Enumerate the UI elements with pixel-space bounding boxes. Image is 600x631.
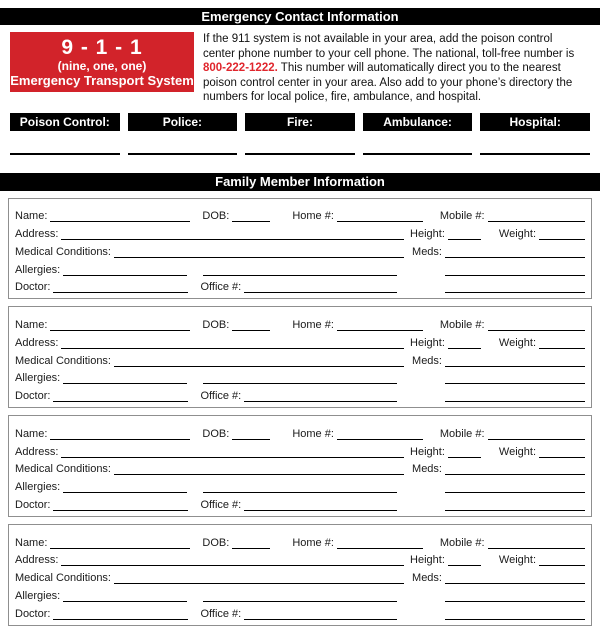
doctor-write-in-line bbox=[53, 607, 188, 620]
address-write-in-line bbox=[61, 553, 404, 566]
name-write-in-line bbox=[50, 318, 190, 331]
police-write-in-line bbox=[128, 153, 238, 155]
address-write-in-line bbox=[61, 445, 404, 458]
medical-conditions-write-in-line bbox=[114, 571, 404, 584]
medical-conditions-write-in-line bbox=[114, 245, 404, 258]
member-row-address bbox=[15, 331, 585, 349]
height-write-in-line bbox=[448, 445, 481, 458]
height-write-in-line bbox=[448, 227, 481, 240]
dob-write-in-line bbox=[232, 318, 270, 331]
medical-conditions-label: Medical Conditions: bbox=[15, 572, 111, 584]
name-write-in-line bbox=[50, 536, 190, 549]
home-phone-label: Home #: bbox=[292, 210, 334, 223]
doctor-label: Doctor: bbox=[15, 281, 51, 294]
dob-label: DOB: bbox=[202, 427, 230, 440]
height-write-in-line bbox=[448, 336, 481, 349]
meds-label: Meds: bbox=[412, 572, 442, 584]
address-label: Address: bbox=[15, 445, 59, 458]
weight-label: Weight: bbox=[498, 336, 536, 349]
hospital-write-in-line bbox=[480, 153, 590, 155]
allergies-label: Allergies: bbox=[15, 263, 61, 276]
home-phone-write-in-line bbox=[337, 427, 423, 440]
member-row-medical bbox=[15, 240, 585, 258]
home-phone-label: Home #: bbox=[292, 427, 334, 440]
family-section-header bbox=[0, 173, 600, 191]
meds-write-in-line bbox=[445, 462, 585, 475]
mobile-phone-label: Mobile #: bbox=[439, 319, 485, 331]
office-phone-label: Office #: bbox=[200, 281, 242, 294]
medical-conditions-write-in-line bbox=[114, 462, 404, 475]
address-label: Address: bbox=[15, 336, 59, 349]
mobile-phone-label: Mobile #: bbox=[439, 210, 485, 223]
contact-label-poison-control: Poison Control: bbox=[10, 113, 120, 131]
dob-label: DOB: bbox=[202, 210, 230, 223]
office-phone-label: Office #: bbox=[200, 390, 242, 402]
allergies-continuation-line bbox=[203, 371, 397, 384]
contact-label-police: Police: bbox=[128, 113, 238, 131]
contact-label-fire: Fire: bbox=[245, 113, 355, 131]
allergies-label: Allergies: bbox=[15, 481, 61, 493]
dob-label: DOB: bbox=[202, 536, 230, 549]
address-write-in-line bbox=[61, 336, 404, 349]
member-row-identity bbox=[15, 422, 585, 440]
office-phone-write-in-line bbox=[244, 280, 397, 293]
meds-continuation-line bbox=[445, 480, 585, 493]
medical-conditions-label: Medical Conditions: bbox=[15, 463, 111, 476]
medical-conditions-label: Medical Conditions: bbox=[15, 245, 111, 258]
name-write-in-line bbox=[50, 427, 190, 440]
contact-label-ambulance: Ambulance: bbox=[363, 113, 473, 131]
allergies-continuation-line bbox=[203, 263, 397, 276]
allergies-write-in-line bbox=[63, 589, 187, 602]
member-row-allergies bbox=[15, 475, 585, 493]
height-label: Height: bbox=[410, 445, 445, 458]
name-label: Name: bbox=[15, 319, 48, 331]
name-label: Name: bbox=[15, 427, 48, 440]
doctor-label: Doctor: bbox=[15, 498, 51, 511]
office-phone-write-in-line bbox=[244, 498, 397, 511]
weight-write-in-line bbox=[539, 336, 585, 349]
member-row-allergies bbox=[15, 584, 585, 602]
instructions-text-after: This number will automatically direct you to the nearest poison control center in your area. Also add to your phone’s directory the numbers for local police, fire, ambulance, and hospital. bbox=[203, 62, 573, 103]
height-write-in-line bbox=[448, 553, 481, 566]
mobile-phone-label: Mobile #: bbox=[439, 536, 485, 549]
meds-continuation-line bbox=[445, 371, 585, 384]
family-member-block bbox=[8, 415, 592, 517]
home-phone-label: Home #: bbox=[292, 536, 334, 549]
member-row-medical bbox=[15, 458, 585, 476]
family-section-title: Family Member Information bbox=[215, 173, 385, 189]
dob-write-in-line bbox=[232, 209, 270, 222]
height-label: Height: bbox=[410, 336, 445, 349]
allergies-label: Allergies: bbox=[15, 589, 61, 602]
dob-write-in-line bbox=[232, 427, 270, 440]
member-row-allergies bbox=[15, 258, 585, 276]
doctor-label: Doctor: bbox=[15, 607, 51, 620]
home-phone-write-in-line bbox=[337, 318, 423, 331]
member-row-doctor bbox=[15, 276, 585, 294]
address-label: Address: bbox=[15, 228, 59, 240]
home-phone-write-in-line bbox=[337, 209, 423, 222]
medical-conditions-label: Medical Conditions: bbox=[15, 354, 111, 367]
family-member-block bbox=[8, 198, 592, 300]
mobile-phone-label: Mobile #: bbox=[439, 427, 485, 440]
family-member-block bbox=[8, 524, 592, 626]
badge-caption: Emergency Transport System bbox=[10, 73, 194, 88]
allergies-write-in-line bbox=[63, 480, 187, 493]
member-row-doctor bbox=[15, 384, 585, 402]
badge-subtitle: (nine, one, one) bbox=[57, 59, 147, 73]
meds-continuation-line-2 bbox=[445, 607, 585, 620]
dob-label: DOB: bbox=[202, 319, 230, 331]
address-label: Address: bbox=[15, 554, 59, 567]
emergency-section-title: Emergency Contact Information bbox=[201, 9, 399, 24]
doctor-write-in-line bbox=[53, 498, 188, 511]
meds-write-in-line bbox=[445, 354, 585, 367]
dob-write-in-line bbox=[232, 536, 270, 549]
meds-continuation-line-2 bbox=[445, 498, 585, 511]
intro-section bbox=[10, 32, 590, 105]
instructions-text-before: If the 911 system is not available in your area, add the poison control center phone number to your cell phone. The national, toll-free number is bbox=[203, 33, 575, 60]
member-row-address bbox=[15, 222, 585, 240]
home-phone-label: Home #: bbox=[292, 319, 334, 331]
weight-write-in-line bbox=[539, 445, 585, 458]
height-label: Height: bbox=[410, 228, 445, 240]
address-write-in-line bbox=[61, 227, 404, 240]
name-label: Name: bbox=[15, 210, 48, 223]
mobile-phone-write-in-line bbox=[488, 209, 585, 222]
meds-label: Meds: bbox=[412, 245, 442, 258]
member-row-address bbox=[15, 440, 585, 458]
member-row-identity bbox=[15, 313, 585, 331]
fire-write-in-line bbox=[245, 153, 355, 155]
office-phone-write-in-line bbox=[244, 607, 397, 620]
weight-label: Weight: bbox=[498, 554, 536, 567]
allergies-write-in-line bbox=[63, 371, 187, 384]
meds-continuation-line bbox=[445, 263, 585, 276]
member-row-identity bbox=[15, 205, 585, 223]
allergies-write-in-line bbox=[63, 263, 187, 276]
meds-write-in-line bbox=[445, 245, 585, 258]
office-phone-label: Office #: bbox=[200, 498, 242, 511]
poison-control-phone-number: 800-222-1222. bbox=[203, 62, 278, 74]
family-member-block bbox=[8, 306, 592, 408]
medical-conditions-write-in-line bbox=[114, 354, 404, 367]
home-phone-write-in-line bbox=[337, 536, 423, 549]
instructions-paragraph bbox=[203, 32, 576, 105]
contact-label-hospital: Hospital: bbox=[480, 113, 590, 131]
member-row-medical bbox=[15, 349, 585, 367]
emergency-section-header bbox=[0, 8, 600, 25]
name-label: Name: bbox=[15, 536, 48, 549]
emergency-contacts-write-in-row bbox=[10, 153, 590, 155]
meds-continuation-line bbox=[445, 589, 585, 602]
height-label: Height: bbox=[410, 554, 445, 567]
name-write-in-line bbox=[50, 209, 190, 222]
911-badge bbox=[10, 32, 194, 92]
poison-control-write-in-line bbox=[10, 153, 120, 155]
emergency-contacts-label-row bbox=[10, 113, 590, 131]
member-row-doctor bbox=[15, 602, 585, 620]
weight-write-in-line bbox=[539, 553, 585, 566]
mobile-phone-write-in-line bbox=[488, 427, 585, 440]
weight-label: Weight: bbox=[498, 445, 536, 458]
mobile-phone-write-in-line bbox=[488, 536, 585, 549]
member-row-address bbox=[15, 549, 585, 567]
meds-label: Meds: bbox=[412, 354, 442, 367]
doctor-write-in-line bbox=[53, 389, 188, 402]
allergies-continuation-line bbox=[203, 480, 397, 493]
ambulance-write-in-line bbox=[363, 153, 473, 155]
meds-continuation-line-2 bbox=[445, 389, 585, 402]
weight-label: Weight: bbox=[498, 228, 536, 240]
member-row-doctor bbox=[15, 493, 585, 511]
office-phone-label: Office #: bbox=[200, 607, 242, 620]
office-phone-write-in-line bbox=[244, 389, 397, 402]
badge-number: 9 - 1 - 1 bbox=[61, 36, 143, 59]
weight-write-in-line bbox=[539, 227, 585, 240]
doctor-label: Doctor: bbox=[15, 390, 51, 402]
member-row-identity bbox=[15, 531, 585, 549]
family-members-list bbox=[8, 198, 592, 626]
allergies-label: Allergies: bbox=[15, 372, 61, 385]
meds-label: Meds: bbox=[412, 463, 442, 476]
member-row-allergies bbox=[15, 367, 585, 385]
member-row-medical bbox=[15, 566, 585, 584]
allergies-continuation-line bbox=[203, 589, 397, 602]
doctor-write-in-line bbox=[53, 280, 188, 293]
mobile-phone-write-in-line bbox=[488, 318, 585, 331]
meds-continuation-line-2 bbox=[445, 280, 585, 293]
meds-write-in-line bbox=[445, 571, 585, 584]
